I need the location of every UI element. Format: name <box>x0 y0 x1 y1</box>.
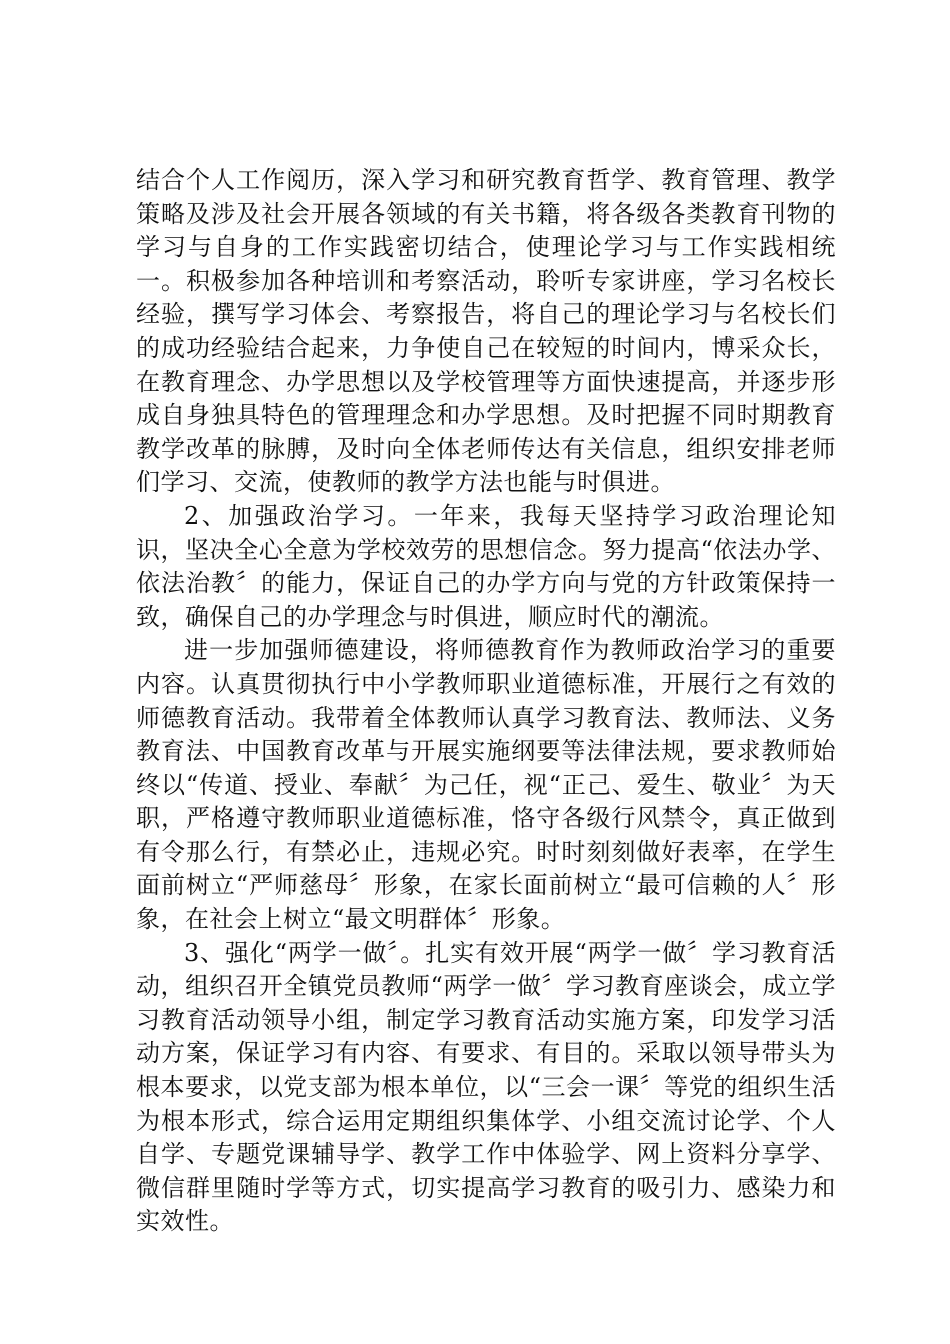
paragraph-3: 进一步加强师德建设，将师德教育作为教师政治学习的重要内容。认真贯彻执行中小学教师职业道德标准，开展行之有效的师德教育活动。我带着全体教师认真学习教育法、教师法、义务教育法、中国教育改革与开展实施纲要等法律法规，要求教师始终以“传道、授业、奉献〞为己任，视“正己、爱生、敬业〞为天职，严格遵守教师职业道德标准，恪守各级行风禁令，真正做到有令那么行，有禁必止，违规必究。时时刻刻做好表率，在学生面前树立“严师慈母〞形象，在家长面前树立“最可信赖的人〞形象，在社会上树立“最文明群体〞形象。 <box>136 636 836 934</box>
paragraph-4: 3、强化“两学一做〞。扎实有效开展“两学一做〞学习教育活动，组织召开全镇党员教师“两学一做〞学习教育座谈会，成立学习教育活动领导小组，制定学习教育活动实施方案，印发学习活动方案，保证学习有内容、有要求、有目的。采取以领导带头为根本要求，以党支部为根本单位，以“三会一课〞等党的组织生活为根本形式，综合运用定期组织集体学、小组交流讨论学、个人自学、专题党课辅导学、教学工作中体验学、网上资料分享学、微信群里随时学等方式，切实提高学习教育的吸引力、感染力和实效性。 <box>136 938 836 1236</box>
document-body <box>136 164 836 1239</box>
paragraph-2: 2、加强政治学习。一年来，我每天坚持学习政治理论知识，坚决全心全意为学校效劳的思想信念。努力提高“依法办学、依法治教〞的能力，保证自己的办学方向与党的方针政策保持一致，确保自己的办学理念与时俱进，顺应时代的潮流。 <box>136 501 836 631</box>
paragraph-1: 结合个人工作阅历，深入学习和研究教育哲学、教育管理、教学策略及涉及社会开展各领域的有关书籍，将各级各类教育刊物的学习与自身的工作实践密切结合，使理论学习与工作实践相统一。积极参加各种培训和考察活动，聆听专家讲座，学习名校长经验，撰写学习体会、考察报告，将自己的理论学习与名校长们的成功经验结合起来，力争使自己在较短的时间内，博采众长，在教育理念、办学思想以及学校管理等方面快速提高，并逐步形成自身独具特色的管理理念和办学思想。及时把握不同时期教育教学改革的脉膊，及时向全体老师传达有关信息，组织安排老师们学习、交流，使教师的教学方法也能与时俱进。 <box>136 166 836 497</box>
